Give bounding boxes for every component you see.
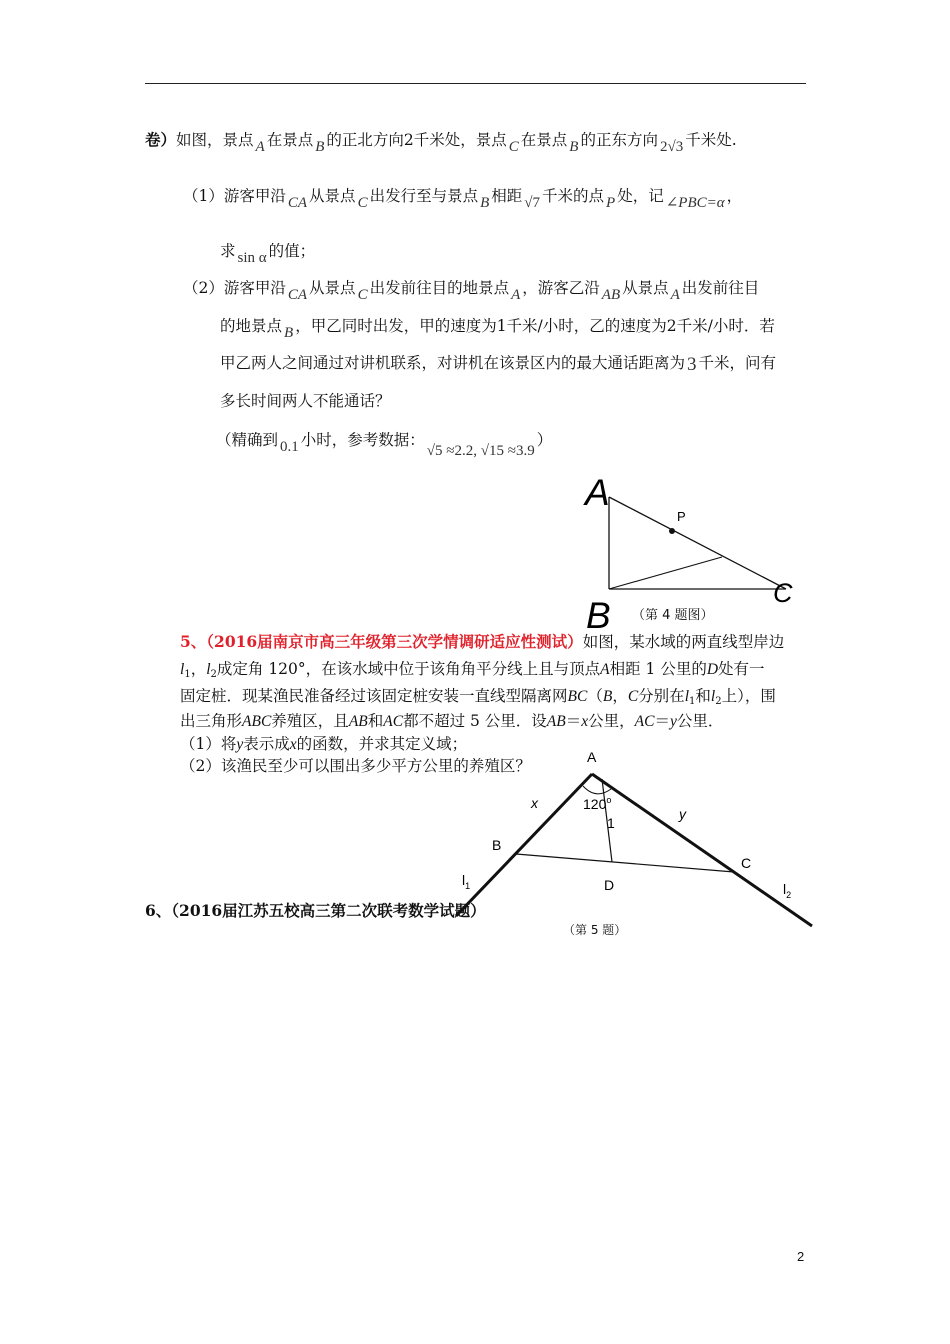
q5-line-3: 固定桩．现某渔民准备经过该固定桩安装一直线型隔离网BC（B，C分别在$l_1$和$l_2$上），围 xyxy=(180,687,776,707)
q5-net-bc xyxy=(516,854,734,872)
q5-line-1: 5、（2016届南京市高三年级第三次学情调研适应性测试）如图，某水域的两直线型岸边 xyxy=(180,632,785,651)
q4-label-a: A xyxy=(585,472,610,513)
q4-label-b: B xyxy=(586,595,611,636)
q4-line-8: （精确到 0.1 小时，参考数据：√5 ≈2.2, √15 ≈3.9） xyxy=(216,431,553,459)
q5-label-c: C xyxy=(741,855,752,871)
q4-label-c: C xyxy=(773,578,793,608)
q5-shore-l1 xyxy=(456,774,592,916)
q4-line-4: （2）游客甲沿 CA 从景点 C 出发前往目的地景点 A ，游客乙沿 AB 从景点 A 出发前往目 xyxy=(183,279,760,303)
q5-label-l1: $l_1$ xyxy=(462,872,471,891)
q4-line-1: 卷）如图，景点 A 在景点 B 的正北方向2千米处，景点 C 在景点 B 的正东方向 2√3 千米处. xyxy=(145,130,737,155)
q4-line-2: （1）游客甲沿 CA 从景点 C 出发行至与景点 B 相距 √7 千米的点 P 处，记 ∠PBC=α ， xyxy=(183,187,743,211)
q4-line-7: 多长时间两人不能通话？ xyxy=(220,392,391,410)
q5-line-4: 出三角形ABC养殖区，且AB和AC都不超过 5 公里．设AB＝x公里，AC＝y公里． xyxy=(180,712,724,730)
q5-line-2: $l_1$，$l_2$成定角 120°，在该水域中位于该角角平分线上且与顶点A相距 1 公里的D处有一 xyxy=(180,660,765,680)
q4-figure-caption: （第 4 题图） xyxy=(632,608,714,623)
q5-angle-arc xyxy=(583,786,611,794)
q5-label-y: y xyxy=(679,806,686,822)
q4-line-5: 的地景点 B ，甲乙同时出发，甲的速度为1千米/小时，乙的速度为2千米/小时．若 xyxy=(220,317,775,341)
q5-shore-l2 xyxy=(592,774,812,926)
q4-line-3: 求 sin α 的值； xyxy=(220,242,316,266)
q5-label-b: B xyxy=(492,837,502,853)
page-number: 2 xyxy=(797,1249,805,1264)
q5-label-one: 1 xyxy=(607,815,615,831)
q5-part-1: （1）将y表示成x的函数，并求其定义域； xyxy=(180,735,468,753)
q6-heading: 6、（2016届江苏五校高三第二次联考数学试题） xyxy=(145,901,486,920)
q5-label-a: A xyxy=(587,749,597,765)
q5-label-angle: 120$^o$ xyxy=(583,795,612,812)
q5-figure-caption: （第 5 题） xyxy=(563,923,627,937)
q4-label-p: P xyxy=(677,509,686,524)
q5-label-l2: $l_2$ xyxy=(783,881,792,900)
q4-line-6: 甲乙两人之间通过对讲机联系，对讲机在该景区内的最大通话距离为 3 千米，问有 xyxy=(220,354,777,375)
q5-part-2: （2）该渔民至少可以围出多少平方公里的养殖区？ xyxy=(180,757,531,775)
q5-label-x: x xyxy=(531,795,538,811)
q5-label-d: D xyxy=(604,877,615,893)
